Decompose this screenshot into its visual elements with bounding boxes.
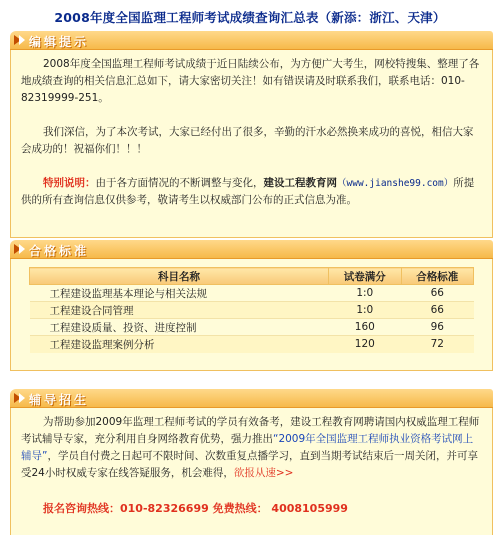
table-row (30, 319, 474, 336)
notice-header-label: 编辑提示 (29, 35, 90, 49)
full-score-cell: 160 (329, 319, 401, 336)
notice-header (10, 31, 493, 50)
score-table (29, 267, 474, 353)
table-row (30, 285, 474, 302)
table-row (30, 302, 474, 319)
table-row (30, 336, 474, 353)
subject-cell: 工程建设合同管理 (30, 302, 329, 319)
pass-score-cell: 72 (401, 336, 473, 353)
standard-body (10, 259, 493, 371)
standard-section (10, 240, 493, 371)
course-link[interactable]: “2009年全国监理工程师执业资格考试网上辅导” (21, 433, 474, 462)
notice-special (21, 175, 482, 209)
tutor-section (10, 389, 493, 535)
tutor-text-2: ，学员自付费之日起可不限时间、次数重复点播学习，直到当期考试结束后一周关闭，并可享受24小时权威专家在线答疑服务，机会难得， (21, 450, 478, 479)
pass-score-cell: 96 (401, 319, 473, 336)
arrow-icon (19, 35, 25, 45)
pass-score-cell: 66 (401, 302, 473, 319)
subject-cell: 工程建设监理案例分析 (30, 336, 329, 353)
hotline-text: 报名咨询热线：010-82326699 免费热线： 4008105999 (43, 502, 348, 515)
notice-section (10, 31, 493, 238)
subject-cell: 工程建设质量、投资、进度控制 (30, 319, 329, 336)
pass-score-cell: 66 (401, 285, 473, 302)
column-header-pass-score: 合格标准 (401, 268, 473, 285)
special-text-1: 由于各方面情况的不断调整与变化， (95, 177, 264, 189)
standard-header (10, 240, 493, 259)
special-label: 特别说明： (43, 177, 96, 189)
signup-link[interactable]: 欲报从速>> (233, 467, 294, 479)
tutor-body (10, 408, 493, 535)
notice-para-2: 我们深信，为了本次考试，大家已经付出了很多，辛勤的汗水必然换来成功的喜悦，相信大家会成功的！祝福你们！！！ (21, 126, 474, 155)
notice-para-1: 2008年度全国监理工程师考试成绩于近日陆续公布，为方便广大考生，网校特搜集、整理了各地成绩查询的相关信息汇总如下，请大家密切关注！如有错误请及时联系我们，联系电话：010-82319999-251。 (21, 58, 480, 104)
page-title: 2008年度全国监理工程师考试成绩查询汇总表（新添：浙江、天津） (54, 10, 446, 25)
column-header-full-score: 试卷满分 (329, 268, 401, 285)
full-score-cell: 1:0 (329, 285, 401, 302)
standard-header-label: 合格标准 (29, 244, 90, 258)
arrow-icon (19, 244, 25, 254)
tutor-para (21, 414, 482, 482)
tutor-header (10, 389, 493, 408)
tutor-text-1: 为帮助参加2009年监理工程师考试的学员有效备考，建设工程教育网聘请国内权威监理工程师考试辅导专家，充分利用自身网络教育优势，强力推出 (21, 416, 480, 445)
site-url-link[interactable]: （www.jianshe99.com） (337, 178, 454, 189)
column-header-subject: 科目名称 (30, 268, 329, 285)
subject-cell: 工程建设监理基本理论与相关法规 (30, 285, 329, 302)
full-score-cell: 1:0 (329, 302, 401, 319)
special-text-2: 所提供的所有查询信息仅供参考，敬请考生以权威部门公布的正式信息为准。 (21, 177, 475, 206)
tutor-header-label: 辅导招生 (29, 393, 90, 407)
site-name: 建设工程教育网 (263, 177, 337, 189)
full-score-cell: 120 (329, 336, 401, 353)
notice-body (10, 50, 493, 238)
arrow-icon (19, 393, 25, 403)
